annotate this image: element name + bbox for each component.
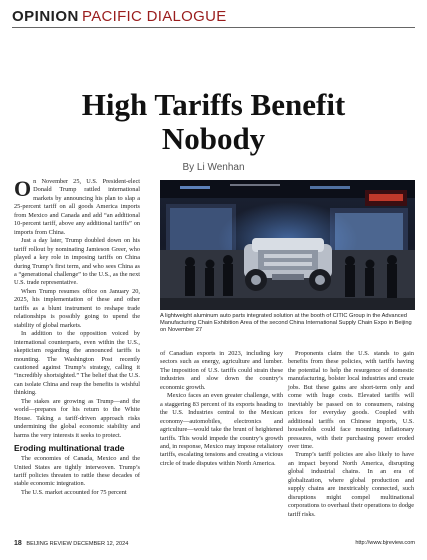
header-rule: [12, 27, 415, 28]
page-footer: [14, 540, 415, 550]
paragraph-text: n November 25, U.S. President-elect Donald Trump rattled international markets by announcing his plan to slap a 25-percent tariff on all goods America imports from Mexico and Canada and add “an additional 10-percent tariff, above any additional tariffs” on imports from China.: [14, 178, 140, 236]
article-title-line2: Nobody: [161, 121, 266, 156]
section-header: [12, 6, 415, 28]
article-column-3: [288, 350, 414, 519]
paragraph: Just a day later, Trump doubled down on his tariff rollout by nominating Jamieson Greer, who played a key role in imposing tariffs on China during Trump’s first term, and who sees China as a “generational challenge” to the U.S., as the next U.S. trade representative.: [14, 237, 140, 287]
drop-cap: O: [14, 176, 32, 201]
section-label: OPINION: [12, 8, 79, 25]
paragraph: The economies of Canada, Mexico and the United States are tightly interwoven. Trump’s tariff policies threaten to rattle these decades of stable economic integration.: [14, 455, 140, 488]
magazine-issue: BEIJING REVIEW DECEMBER 12, 2024: [26, 541, 129, 547]
article-title-line1: High Tariffs Benefit: [81, 87, 346, 122]
page-number: 18: [14, 540, 22, 547]
subsection-label: PACIFIC DIALOGUE: [82, 8, 227, 25]
expo-photo: [160, 180, 415, 310]
section-subhead: Eroding multinational trade: [14, 443, 125, 454]
photo-caption: A lightweight aluminum auto parts integrated solution at the booth of CITIC Group in the Advanced Manufacturing Chain Exhibition Area of the second China International Supply Chain Expo in Beijing on November 27: [160, 313, 412, 333]
lead-paragraph: [14, 178, 140, 237]
paragraph: When Trump resumes office on January 20, 2025, his implementation of these and other tariffs as a blunt instrument to reshape trade relationships is possibly going to upend the stability of global markets.: [14, 287, 140, 329]
paragraph: In addition to the opposition voiced by international counterparts, even within the U.S., skepticism regarding the announced tariffs is mounting. The Washington Post recently cautioned against Trump’s strategy, calling it “incredibly shortsighted.” The belief that the U.S. can isolate China and reap the benefits is wishful thinking.: [14, 330, 140, 397]
paragraph: Proponents claim the U.S. stands to gain benefits from these policies, with tariffs having the potential to help the resurgence of domestic manufacturing, bolster local industries and create jobs. But these gains are short-term only and come with huge costs. Elevated tariffs will inevitably be passed on to consumers, raising prices for everyday goods. Coupled with additional tariffs on Chinese imports, U.S. households could face mounting inflationary pressures, with their purchasing power eroded over time.: [288, 350, 414, 450]
website-url: http://www.bjreview.com: [355, 540, 415, 546]
paragraph: The U.S. market accounted for 75 percent: [21, 488, 127, 496]
article-column-1: [14, 178, 140, 497]
paragraph: Mexico faces an even greater challenge, with a staggering 83 percent of its exports heading to the U.S. Industries central to the Mexican economy—automobiles, electronics and agriculture—would take the brunt of heightened tariffs. This would impede the country’s growth and, in response, Mexico may impose retaliatory tariffs, escalating tensions and creating a vicious circle of trade disputes within North America.: [160, 392, 283, 467]
paragraph: of Canadian exports in 2023, including key sectors such as energy, agriculture and lumber. The imposition of U.S. tariffs could strain these industries and slow down the country’s economic growth.: [160, 350, 283, 391]
paragraph: The stakes are growing as Trump—and the world—prepares for his return to the White House. Taking a tariff-driven approach risks undermining the global economic stability and harms the very interests it seeks to protect.: [14, 397, 140, 439]
article-column-2: [160, 350, 283, 468]
byline: By Li Wenhan: [182, 162, 245, 173]
paragraph: Trump’s tariff policies are also likely to have an impact beyond North America, disrupting global industrial chains. In an era of globalization, where global production and supply chains are inextricably connected, such disruptions might compel multinational corporations to overhaul their operations to dodge tariff risks.: [288, 451, 414, 518]
